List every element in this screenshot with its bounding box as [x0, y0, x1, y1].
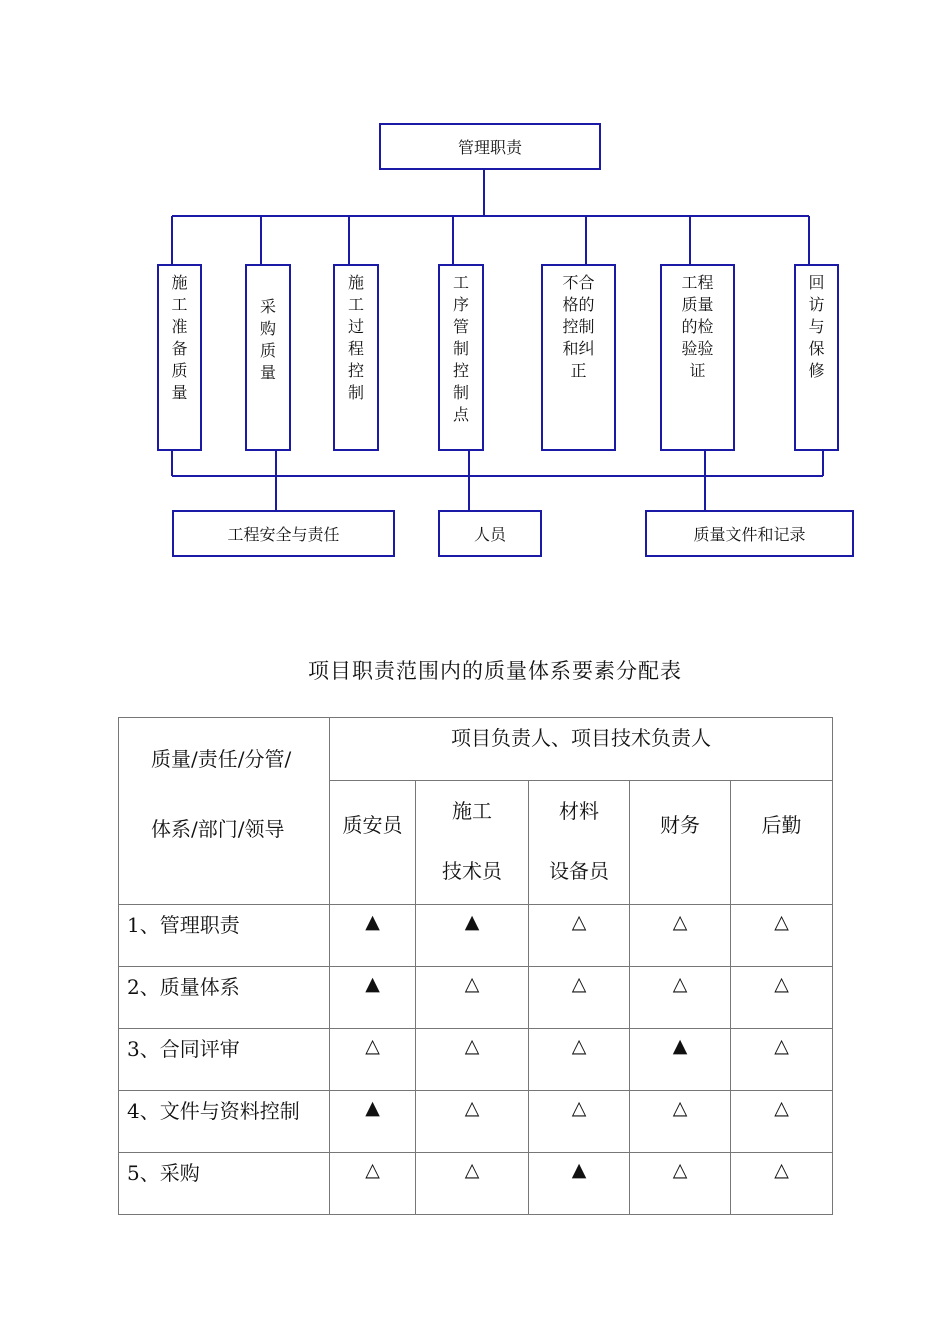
branch-label	[681, 272, 713, 382]
table-title: 项目职责范围内的质量体系要素分配表	[308, 659, 682, 683]
responsibility-mark: △	[416, 1153, 529, 1215]
branch-label-char: 购	[259, 319, 276, 338]
bottom-box-personnel	[438, 510, 542, 557]
col-header-safety	[330, 781, 416, 905]
col-header-finance-text: 财务	[660, 813, 700, 837]
table-row	[119, 905, 833, 967]
col-header-material	[529, 781, 630, 905]
branch-label-char: 采	[259, 297, 276, 316]
branch-label-char: 正	[570, 361, 587, 380]
branch-label-char: 点	[452, 405, 469, 424]
responsibility-mark: ▲	[416, 905, 529, 967]
responsibility-mark: △	[731, 1029, 833, 1091]
branch-label-char: 备	[171, 339, 188, 358]
responsibility-mark: △	[731, 905, 833, 967]
branch-label-char: 回	[808, 273, 825, 292]
responsibility-mark: △	[630, 905, 731, 967]
bottom-label-safety: 工程安全与责任	[227, 525, 340, 544]
branch-label-char: 施	[347, 273, 364, 292]
branch-label	[260, 296, 276, 384]
branch-label	[808, 272, 824, 382]
branch-label-char: 不合	[562, 273, 595, 292]
table-row	[119, 1029, 833, 1091]
branch-box-purchase-quality	[245, 264, 291, 451]
branch-label-char: 过	[347, 317, 364, 336]
responsibility-mark: △	[416, 967, 529, 1029]
table-row	[119, 967, 833, 1029]
root-box	[379, 123, 601, 170]
col-header-tech-line1: 施工	[452, 799, 492, 823]
table-row	[119, 1091, 833, 1153]
branch-label-char: 质	[259, 341, 276, 360]
branch-box-prep-quality	[157, 264, 202, 451]
branch-label-char: 质	[171, 361, 188, 380]
branch-label-char: 工	[171, 295, 188, 314]
corner-line-2: 体系/部门/领导	[151, 817, 285, 841]
col-header-material-line1: 材料	[559, 799, 599, 823]
table-body	[119, 905, 833, 1215]
branch-label-char: 程	[347, 339, 364, 358]
branch-label-char: 验验	[681, 339, 714, 358]
bottom-label-records: 质量文件和记录	[693, 525, 806, 544]
row-label: 5、采购	[119, 1153, 330, 1215]
bottom-box-records	[645, 510, 854, 557]
org-chart	[0, 0, 950, 600]
bottom-label-personnel: 人员	[473, 525, 506, 544]
responsibility-mark: △	[330, 1153, 416, 1215]
branch-box-process-control	[333, 264, 379, 451]
responsibility-mark: △	[731, 1091, 833, 1153]
branch-label-char: 制	[452, 383, 469, 402]
root-label: 管理职责	[457, 138, 522, 157]
responsibility-mark: △	[630, 1153, 731, 1215]
row-label: 2、质量体系	[119, 967, 330, 1029]
col-header-material-line2: 设备员	[549, 859, 609, 883]
responsibility-mark: △	[529, 1091, 630, 1153]
col-header-logistics	[731, 781, 833, 905]
branch-label-char: 制	[347, 383, 364, 402]
responsibility-mark: △	[416, 1091, 529, 1153]
branch-label-char: 工程	[681, 273, 714, 292]
branch-label-char: 控制	[562, 317, 595, 336]
responsibility-mark: △	[630, 1091, 731, 1153]
branch-label-char: 控	[347, 361, 364, 380]
branch-label-char: 和纠	[562, 339, 595, 358]
col-header-logistics-text: 后勤	[761, 813, 802, 837]
col-header-tech	[416, 781, 529, 905]
branch-label-char: 量	[259, 363, 276, 382]
branch-label-char: 修	[808, 361, 825, 380]
responsibility-mark: △	[630, 967, 731, 1029]
allocation-table	[118, 717, 833, 1215]
branch-label-char: 证	[689, 361, 706, 380]
responsibility-mark: ▲	[529, 1153, 630, 1215]
branch-label-char: 工	[452, 273, 469, 292]
responsibility-mark: △	[731, 1153, 833, 1215]
branch-label	[171, 272, 187, 404]
branch-label-char: 工	[347, 295, 364, 314]
col-header-finance	[630, 781, 731, 905]
responsibility-mark: ▲	[330, 905, 416, 967]
branch-label	[453, 272, 469, 426]
branch-box-nonconformance	[541, 264, 616, 451]
branch-label-char: 管	[452, 317, 469, 336]
responsibility-mark: △	[529, 1029, 630, 1091]
responsibility-mark: △	[416, 1029, 529, 1091]
branch-label-char: 准	[171, 317, 188, 336]
corner-line-1: 质量/责任/分管/	[151, 747, 292, 771]
bottom-box-safety	[172, 510, 395, 557]
row-label: 3、合同评审	[119, 1029, 330, 1091]
branch-label-char: 施	[171, 273, 188, 292]
row-label: 1、管理职责	[119, 905, 330, 967]
branch-label-char: 格的	[562, 295, 595, 314]
responsibility-mark: △	[330, 1029, 416, 1091]
branch-label-char: 质量	[681, 295, 714, 314]
group-header: 项目负责人、项目技术负责人	[330, 718, 833, 781]
col-header-safety-text: 质安员	[342, 813, 403, 837]
responsibility-mark: ▲	[630, 1029, 731, 1091]
responsibility-mark: △	[731, 967, 833, 1029]
branch-label-char: 量	[171, 383, 188, 402]
corner-header	[119, 718, 330, 905]
table-row	[119, 1153, 833, 1215]
branch-label-char: 序	[452, 295, 469, 314]
branch-box-followup	[794, 264, 839, 451]
responsibility-mark: △	[529, 905, 630, 967]
responsibility-mark: △	[529, 967, 630, 1029]
responsibility-mark: ▲	[330, 967, 416, 1029]
branch-label	[562, 272, 594, 382]
branch-box-inspection	[660, 264, 735, 451]
branch-label-char: 与	[808, 317, 825, 336]
col-header-tech-line2: 技术员	[442, 859, 502, 883]
responsibility-mark: ▲	[330, 1091, 416, 1153]
branch-label-char: 制	[452, 339, 469, 358]
branch-box-procedure-control	[438, 264, 484, 451]
branch-label-char: 访	[808, 295, 825, 314]
branch-label-char: 的检	[681, 317, 714, 336]
branch-label-char: 控	[452, 361, 469, 380]
row-label: 4、文件与资料控制	[119, 1091, 330, 1153]
branch-label	[348, 272, 364, 404]
branch-label-char: 保	[808, 339, 825, 358]
